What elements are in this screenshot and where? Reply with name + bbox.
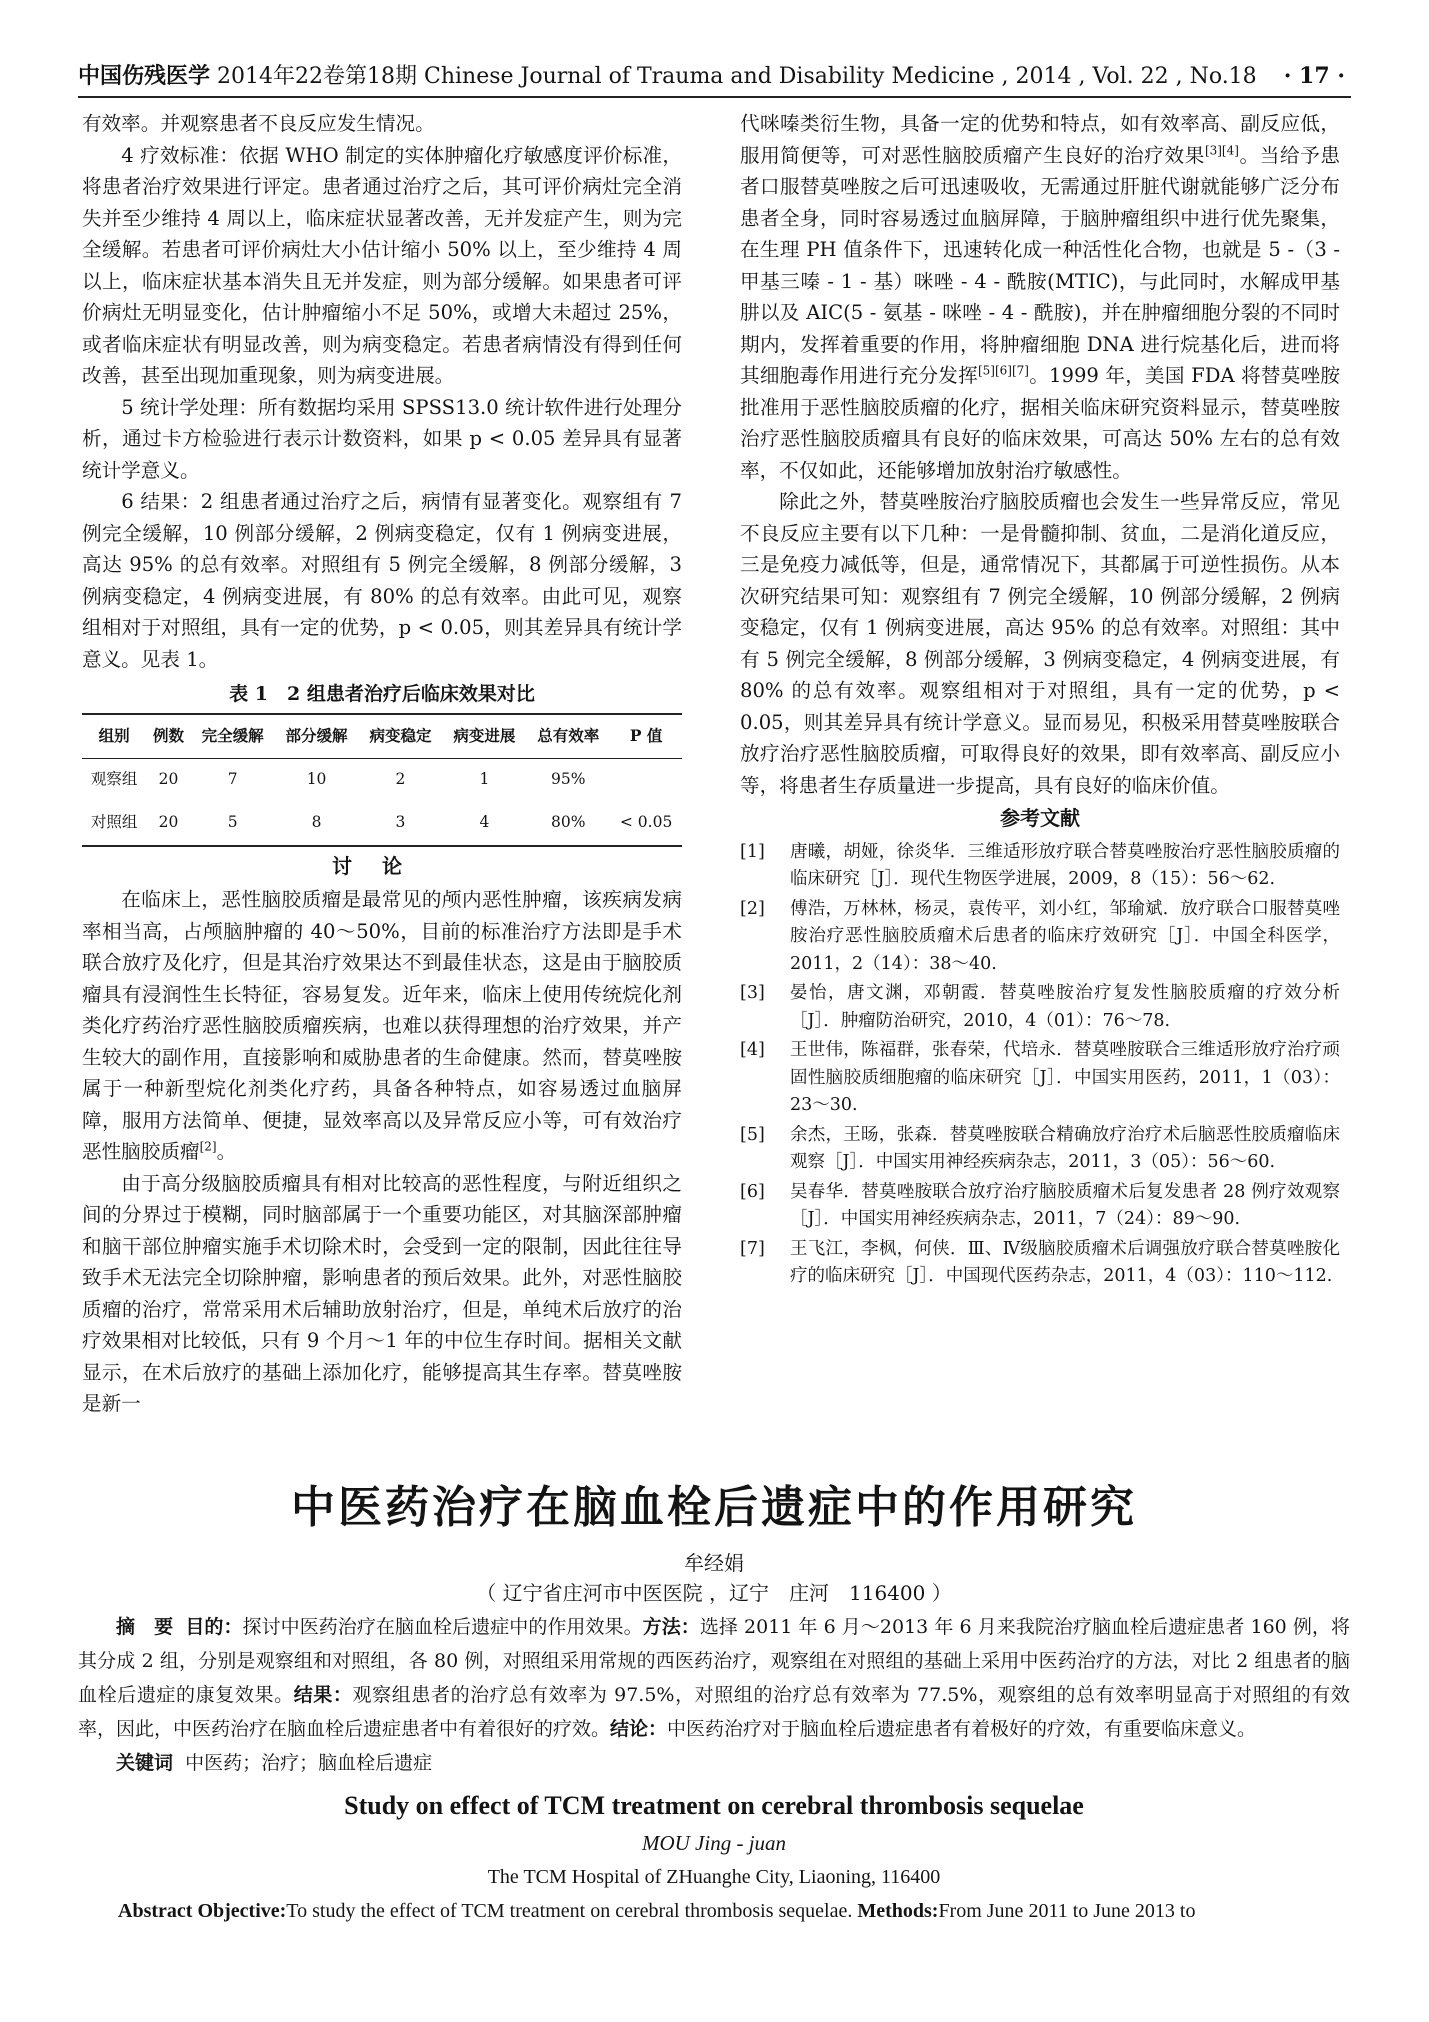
- reference-text: 吴春华．替莫唑胺联合放疗治疗脑胶质瘤术后复发患者 28 例疗效观察［J］．中国实用神经疾病杂志，2011，7（24）：89～90.: [790, 1181, 1340, 1229]
- citation-2: [2]: [199, 1139, 217, 1154]
- table-cell: 7: [227, 770, 238, 789]
- english-methods-label: Methods:: [857, 1900, 939, 1922]
- table-row: [82, 802, 682, 846]
- table-cell: 8: [311, 813, 322, 832]
- conclusion-label: 结论：: [610, 1718, 668, 1740]
- discussion-1-end: 。: [216, 1140, 237, 1163]
- discussion-1-text: 在临床上，恶性脑胶质瘤是最常见的颅内恶性肿瘤，该疾病发病率相当高，占颅脑肿瘤的 40～50%，目前的标准治疗方法即是手术联合放疗及化疗，但是其治疗效果达不到最佳状态，这是由于脑胶质瘤具有浸润性生长特征，容易复发。近年来，临床上使用传统烷化剂类化疗药治疗恶性脑胶质瘤疾病，也难以获得理想的治疗效果，并产生较大的副作用，直接影响和威胁患者的生命健康。然而，替莫唑胺属于一种新型烷化剂类化疗药，具备各种特点，如容易透过血脑屏障，服用方法简单、便捷，显效率高以及异常反应小等，可有效治疗恶性脑胶质瘤: [82, 888, 682, 1163]
- table-cell: 10: [306, 770, 327, 789]
- reference-item: [740, 839, 1340, 894]
- english-abstract-label: Abstract: [118, 1900, 193, 1922]
- conclusion-text: 中医药治疗对于脑血栓后遗症患者有着极好的疗效，有重要临床意义。: [667, 1718, 1257, 1740]
- table-header-cell: 总有效率: [537, 726, 600, 746]
- keywords: [78, 1746, 1350, 1780]
- reference-list: [740, 839, 1340, 1291]
- results-label: 结果：: [293, 1684, 353, 1706]
- reference-text: 晏怡，唐文渊，邓朝霞．替莫唑胺治疗复发性脑胶质瘤的疗效分析［J］．肿瘤防治研究，2010，4（01）：76～78.: [790, 983, 1340, 1031]
- methods-label: 方法：: [642, 1616, 700, 1638]
- references-heading: 参考文献: [1000, 806, 1080, 830]
- running-head: [78, 56, 1351, 98]
- english-title: Study on effect of TCM treatment on cerebral thrombosis sequelae: [344, 1791, 1084, 1820]
- english-affiliation: The TCM Hospital of ZHuanghe City, Liaoning, 116400: [487, 1866, 941, 1888]
- table-cell: 80%: [551, 813, 586, 832]
- table-cell: 20: [158, 770, 179, 789]
- english-objective-text: To study the effect of TCM treatment on cerebral thrombosis sequelae.: [286, 1900, 853, 1922]
- table-header-row: [82, 714, 682, 759]
- paragraph-continued: 有效率。并观察患者不良反应发生情况。: [82, 112, 435, 135]
- article-affiliation: （ 辽宁省庄河市中医医院 ，辽宁 庄河 116400 ）: [476, 1581, 952, 1605]
- reference-number: [5]: [740, 1124, 765, 1145]
- results-table: [82, 713, 682, 847]
- paragraph-discussion-1: [82, 884, 682, 1168]
- second-article: [78, 1478, 1350, 1928]
- english-abstract: [78, 1894, 1350, 1928]
- table-header-cell: 例数: [152, 726, 184, 746]
- reference-number: [4]: [740, 1040, 765, 1060]
- table-caption: 表 1 2 组患者治疗后临床效果对比: [229, 683, 535, 705]
- table-cell: 5: [227, 813, 238, 832]
- table-header-cell: P 值: [629, 726, 663, 746]
- abstract-label: 摘 要: [116, 1616, 174, 1638]
- journal-name-en: Chinese Journal of Trauma and Disability Medicine , 2014 , Vol. 22 , No.18: [424, 64, 1257, 89]
- citation-3-4: [3][4]: [1204, 142, 1239, 157]
- temozolomide-text-b: 。当给予患者口服替莫唑胺之后可迅速吸收，无需通过肝脏代谢就能够广泛分布患者全身，同时容易透过血脑屏障，于脑肿瘤组织中进行优先聚集，在生理 PH 值条件下，迅速转化成一种活性化合物，也就是 5 -（3 - 甲基三嗪 - 1 - 基）咪唑 - 4 - 酰胺(MTIC)，与此同时，水解成甲基肼以及 AIC(5 - 氨基 - 咪唑 - 4 - 酰胺)，并在肿瘤细胞分裂的不同时期内，发挥着重要的作用，将肿瘤细胞 DNA 进行烷基化后，进而将其细胞毒作用进行充分发挥: [740, 143, 1341, 387]
- abstract-cn: [78, 1610, 1350, 1746]
- table-row: [82, 758, 682, 802]
- reference-number: [7]: [740, 1238, 765, 1259]
- table-cell: 20: [158, 813, 179, 832]
- results-text: 观察组患者的治疗总有效率为 97.5%，对照组的治疗总有效率为 77.5%，观察组的总有效率明显高于对照组的有效率，因此，中医药治疗在脑血栓后遗症患者中有着很好的疗效。: [78, 1684, 1350, 1740]
- reference-number: [2]: [740, 898, 765, 919]
- objective-text: 探讨中医药治疗在脑血栓后遗症中的作用效果。: [242, 1616, 643, 1638]
- table-cell: 对照组: [90, 813, 138, 832]
- paragraph-statistics: 5 统计学处理：所有数据均采用 SPSS13.0 统计软件进行处理分析，通过卡方检验进行表示计数资料，如果 p < 0.05 差异具有显著统计学意义。: [82, 395, 682, 482]
- temozolomide-text-a: 代咪嗪类衍生物，具备一定的优势和特点，如有效率高、副反应低，服用简便等，可对恶性脑胶质瘤产生良好的治疗效果: [740, 112, 1340, 167]
- table-cell: 1: [479, 770, 490, 789]
- temozolomide-text-c: 。1999 年，美国 FDA 将替莫唑胺批准用于恶性脑胶质瘤的化疗，据相关临床研究资料显示，替莫唑胺治疗恶性脑胶质瘤具有良好的临床效果，可高达 50% 左右的总有效率，不仅如此，还能够增加放射治疗敏感性。: [740, 364, 1340, 482]
- table-header-cell: 病变进展: [453, 726, 516, 746]
- reference-text: 王世伟，陈福群，张春荣，代培永．替莫唑胺联合三维适形放疗治疗顽固性脑胶质细胞瘤的临床研究［J］．中国实用医药，2011，1（03）：23～30.: [790, 1040, 1340, 1115]
- article-author: 牟经娟: [684, 1551, 744, 1575]
- keywords-text: 中医药；治疗；脑血栓后遗症: [185, 1752, 433, 1774]
- table-header-cell: 组别: [98, 726, 130, 746]
- table-cell: < 0.05: [619, 813, 673, 832]
- table-cell: 观察组: [90, 770, 138, 789]
- reference-item: [740, 1122, 1340, 1177]
- reference-number: [6]: [740, 1181, 765, 1202]
- reference-item: [740, 896, 1340, 979]
- english-objective-label: Objective:: [197, 1900, 287, 1922]
- article-title: 中医药治疗在脑血栓后遗症中的作用研究: [291, 1482, 1137, 1533]
- english-methods-text: From June 2011 to June 2013 to: [938, 1900, 1196, 1922]
- reference-number: [1]: [740, 841, 765, 862]
- paragraph-temozolomide: [740, 108, 1340, 486]
- table-cell: 95%: [551, 770, 586, 789]
- paragraph-adverse-reactions: 除此之外，替莫唑胺治疗脑胶质瘤也会发生一些异常反应，常见不良反应主要有以下几种：一是骨髓抑制、贫血，二是消化道反应，三是免疫力减低等，但是，通常情况下，其都属于可逆性损伤。从本次研究结果可知：观察组有 7 例完全缓解，10 例部分缓解，2 例病变稳定，仅有 1 例病变进展，高达 95% 的总有效率。对照组：其中有 5 例完全缓解，8 例部分缓解，3 例病变稳定，4 例病变进展，有 80% 的总有效率。观察组相对于对照组，具有一定的优势，p < 0.05，则其差异具有统计学意义。显而易见，积极采用替莫唑胺联合放疗治疗恶性脑胶质瘤，可取得良好的效果，即有效率高、副反应小等，将患者生存质量进一步提高，具有良好的临床价值。: [740, 490, 1340, 797]
- issue-info-cn: 2014年22卷第18期: [217, 64, 417, 89]
- english-author: MOU Jing - juan: [641, 1831, 787, 1855]
- journal-name-cn: 中国伤残医学: [78, 63, 211, 89]
- citation-5-6-7: [5][6][7]: [977, 363, 1029, 378]
- left-column: [82, 108, 682, 1420]
- table-cell: 2: [395, 770, 406, 789]
- table-cell: 3: [395, 813, 406, 832]
- table-header-cell: 完全缓解: [201, 726, 264, 746]
- methods-text: 选择 2011 年 6 月～2013 年 6 月来我院治疗脑血栓后遗症患者 160 例，将其分成 2 组，分别是观察组和对照组，各 80 例，对照组采用常规的西医药治疗，观察组在对照组的基础上采用中医药治疗的方法，对比 2 组患者的脑血栓后遗症的康复效果。: [78, 1616, 1350, 1706]
- reference-text: 傅浩，万林林，杨灵，袁传平，刘小红，邹瑜斌．放疗联合口服替莫唑胺治疗恶性脑胶质瘤术后患者的临床疗效研究［J］．中国全科医学，2011，2（14）：38～40.: [790, 898, 1340, 974]
- paragraph-discussion-2: 由于高分级脑胶质瘤具有相对比较高的恶性程度，与附近组织之间的分界过于模糊，同时脑部属于一个重要功能区，对其脑深部肿瘤和脑干部位肿瘤实施手术切除术时，会受到一定的限制，因此往往导致手术无法完全切除肿瘤，影响患者的预后效果。此外，对恶性脑胶质瘤的治疗，常常采用术后辅助放射治疗，但是，单纯术后放疗的治疗效果相对比较低，只有 9 个月～1 年的中位生存时间。据相关文献显示，在术后放疗的基础上添加化疗，能够提高其生存率。替莫唑胺是新一: [82, 1171, 682, 1415]
- table-cell: 4: [479, 813, 490, 832]
- reference-text: 唐曦，胡娅，徐炎华．三维适形放疗联合替莫唑胺治疗恶性脑胶质瘤的临床研究［J］．现代生物医学进展，2009，8（15）：56～62.: [790, 841, 1340, 889]
- keywords-label: 关键词: [116, 1752, 174, 1774]
- reference-text: 王飞江，李枫，何侠．Ⅲ、Ⅳ级脑胶质瘤术后调强放疗联合替莫唑胺化疗的临床研究［J］．中国现代医药杂志，2011，4（03）：110～112.: [790, 1238, 1340, 1286]
- table-header-cell: 部分缓解: [285, 726, 348, 746]
- objective-label: 目的：: [185, 1616, 243, 1638]
- reference-item: [740, 1236, 1340, 1291]
- reference-item: [740, 1179, 1340, 1234]
- right-column: [740, 108, 1340, 1293]
- reference-text: 余杰，王旸，张森．替莫唑胺联合精确放疗治疗术后脑恶性胶质瘤临床观察［J］．中国实用神经疾病杂志，2011，3（05）：56～60.: [790, 1124, 1340, 1172]
- page-number: · 17 ·: [1283, 63, 1345, 89]
- reference-item: [740, 1037, 1340, 1120]
- reference-number: [3]: [740, 983, 765, 1003]
- discussion-heading: 讨论: [332, 853, 432, 878]
- paragraph-results: 6 结果：2 组患者通过治疗之后，病情有显著变化。观察组有 7 例完全缓解，10 例部分缓解，2 例病变稳定，仅有 1 例病变进展，高达 95% 的总有效率。对照组有 5 例完全缓解，8 例部分缓解，3 例病变稳定，4 例病变进展，有 80% 的总有效率。由此可见，观察组相对于对照组，具有一定的优势，p < 0.05，则其差异具有统计学意义。见表 1。: [82, 490, 682, 671]
- reference-item: [740, 980, 1340, 1035]
- paragraph-efficacy-criteria: 4 疗效标准：依据 WHO 制定的实体肿瘤化疗敏感度评价标准，将患者治疗效果进行评定。患者通过治疗之后，其可评价病灶完全消失并至少维持 4 周以上，临床症状显著改善，无并发症产生，则为完全缓解。若患者可评价病灶大小估计缩小 50% 以上，至少维持 4 周以上，临床症状基本消失且无并发症，则为部分缓解。如果患者可评价病灶无明显变化，估计肿瘤缩小不足 50%，或增大未超过 25%，或者临床症状有明显改善，则为病变稳定。若患者病情没有得到任何改善，甚至出现加重现象，则为病变进展。: [82, 143, 682, 387]
- table-cell: [610, 758, 682, 802]
- table-header-cell: 病变稳定: [369, 726, 432, 746]
